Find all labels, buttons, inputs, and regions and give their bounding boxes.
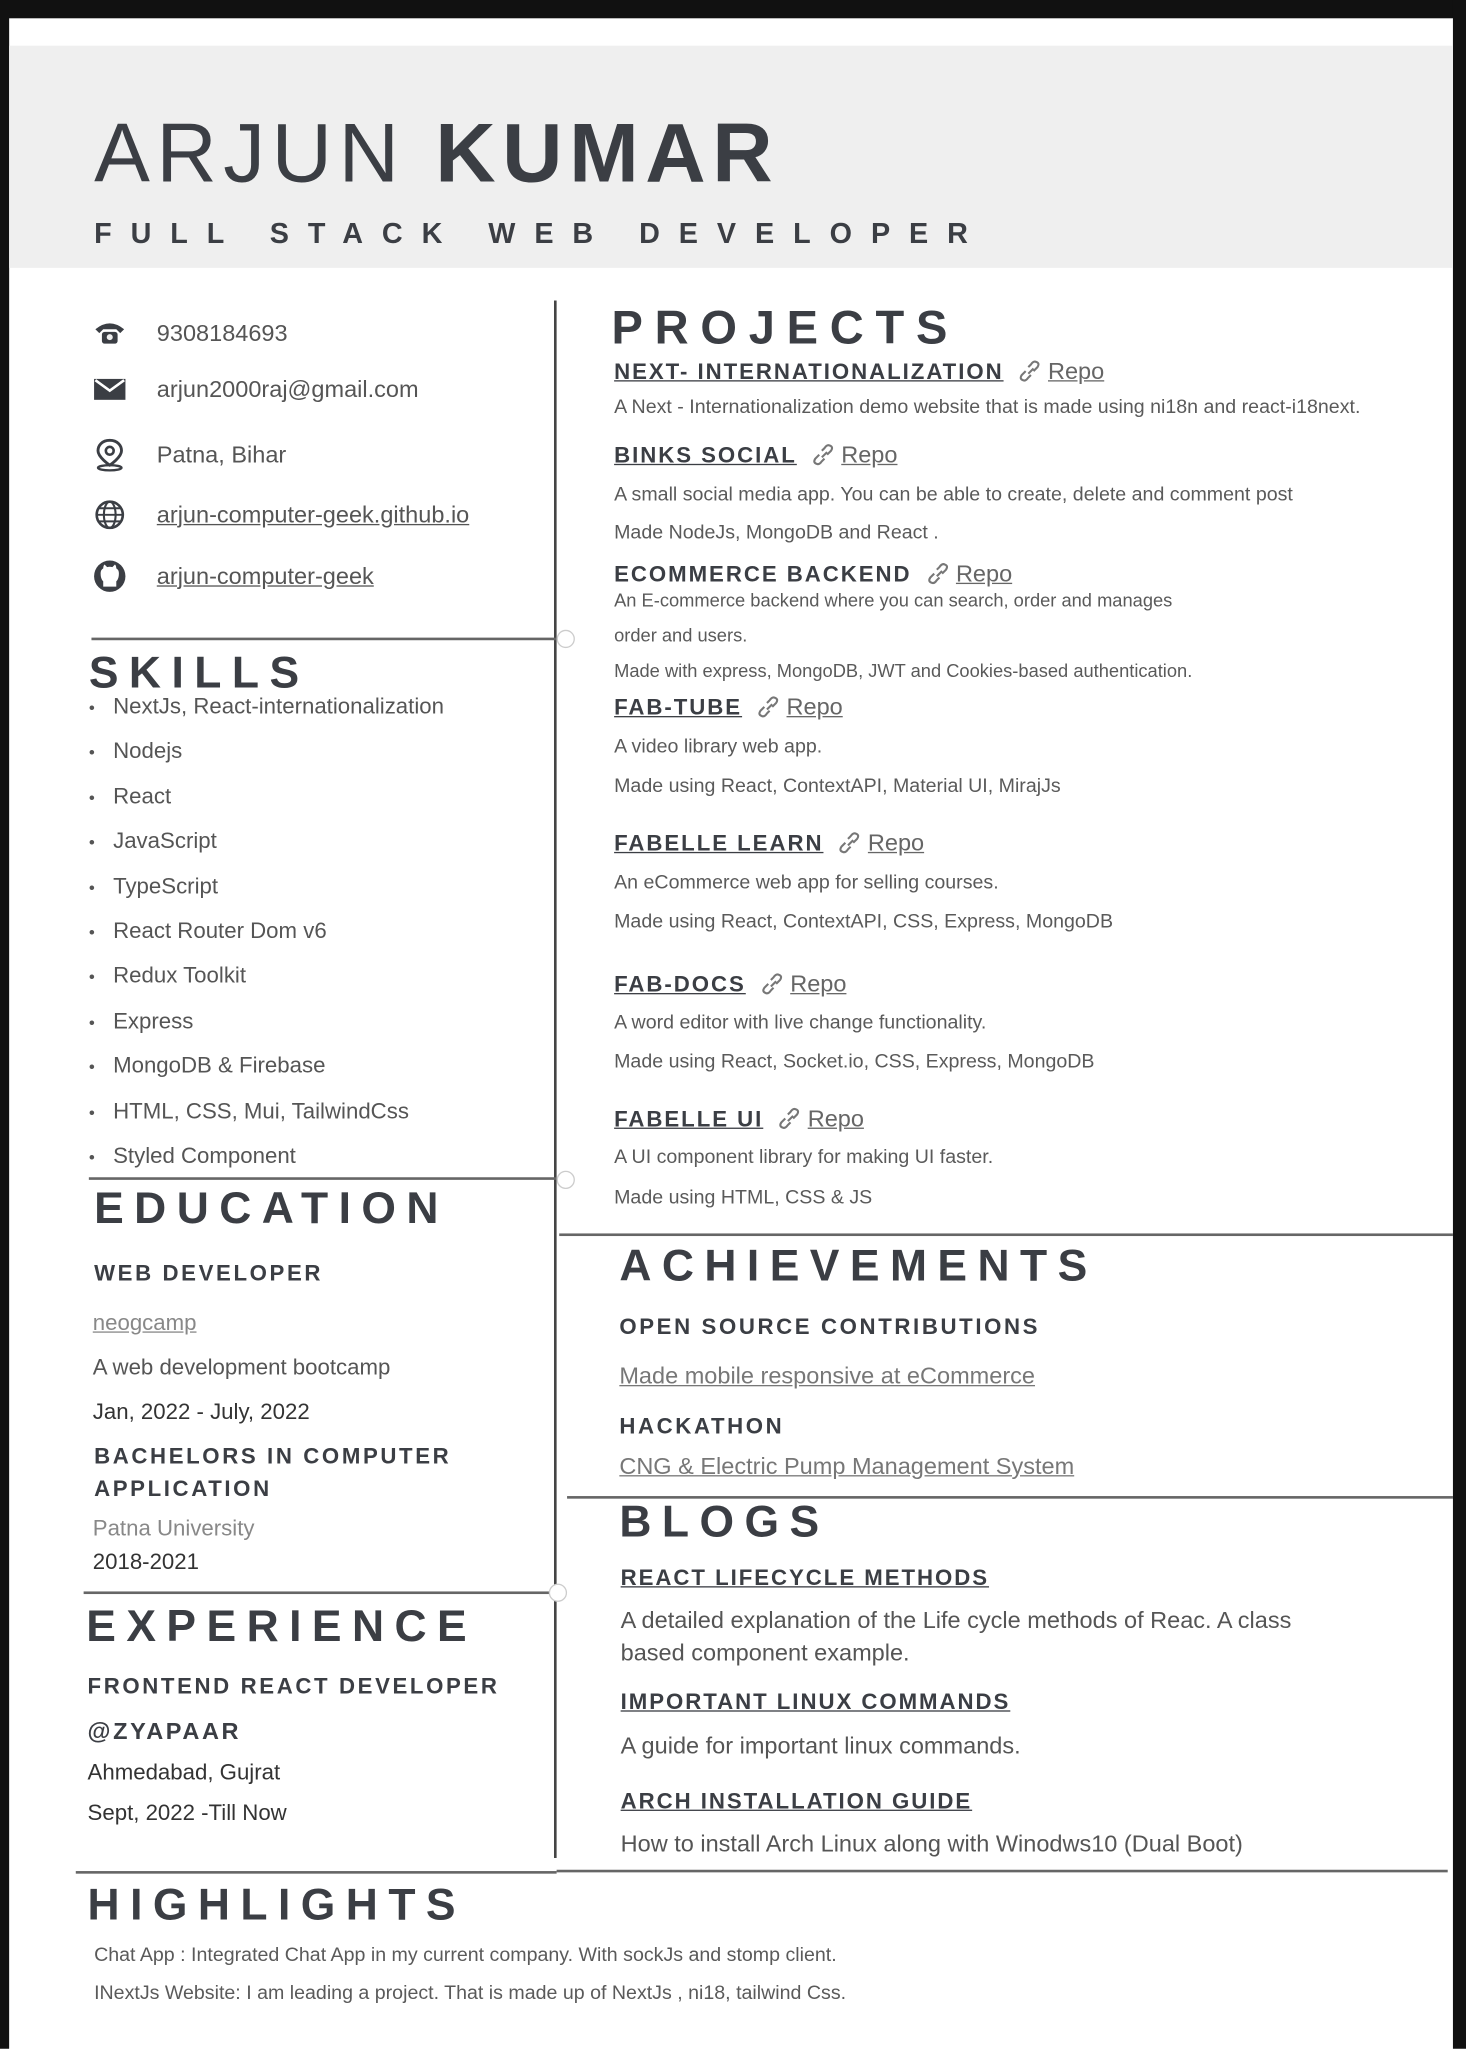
phone-number: 9308184693 xyxy=(156,319,288,346)
project-header xyxy=(614,442,897,469)
highlight-item: INextJs Website: I am leading a project. That is made up of NextJs , ni18, tailwind Css. xyxy=(94,1982,847,2005)
project-title: NEXT- INTERNATIONALIZATION xyxy=(614,359,1004,385)
divider-knob xyxy=(557,630,575,648)
highlight-item: Chat App : Integrated Chat App in my current company. With sockJs and stomp client. xyxy=(94,1944,837,1967)
email-link[interactable]: arjun2000raj@gmail.com xyxy=(156,375,419,402)
repo-label: Repo xyxy=(955,560,1013,587)
achievements-heading: ACHIEVEMENTS xyxy=(619,1241,1098,1291)
experience-role: FRONTEND REACT DEVELOPER xyxy=(87,1673,500,1699)
education-degree: APPLICATION xyxy=(94,1476,272,1502)
project-title: ECOMMERCE BACKEND xyxy=(614,561,912,587)
skill-item: • React Router Dom v6 xyxy=(89,919,327,945)
skill-item: • Styled Component xyxy=(89,1143,296,1169)
section-divider xyxy=(557,1870,1448,1873)
repo-label: Repo xyxy=(786,693,843,720)
frame-border xyxy=(0,0,9,2049)
repo-label: Repo xyxy=(790,970,847,997)
project-description: Made with express, MongoDB, JWT and Cookies-based authentication. xyxy=(614,659,1193,681)
location-text: Patna, Bihar xyxy=(156,440,287,468)
section-divider xyxy=(84,1591,557,1594)
education-dates: 2018-2021 xyxy=(92,1549,200,1575)
repo-label: Repo xyxy=(1047,358,1105,385)
project-description: A small social media app. You can be able to create, delete and comment post xyxy=(614,483,1293,506)
skill-item: • JavaScript xyxy=(89,829,217,855)
mail-icon xyxy=(91,374,128,405)
project-description: A Next - Internationalization demo website that is made using ni18n and react-i18next. xyxy=(614,395,1361,419)
project-header xyxy=(614,971,846,998)
project-description: A UI component library for making UI faster. xyxy=(614,1145,994,1169)
project-title: FAB-DOCS xyxy=(614,972,746,997)
last-name: KUMAR xyxy=(435,105,780,200)
repo-label: Repo xyxy=(807,1105,864,1132)
skill-item: • HTML, CSS, Mui, TailwindCss xyxy=(89,1098,409,1124)
repo-link[interactable] xyxy=(837,830,925,856)
project-title: BINKS SOCIAL xyxy=(614,442,797,468)
section-divider xyxy=(76,1871,557,1874)
project-description: Made NodeJs, MongoDB and React . xyxy=(614,521,939,544)
frame-border xyxy=(1453,0,1466,2049)
project-description: Made using React, ContextAPI, CSS, Express, MongoDB xyxy=(614,910,1114,933)
project-description: An E-commerce backend where you can search, order and manages xyxy=(614,589,1173,611)
divider-knob xyxy=(549,1584,567,1602)
blog-title-link[interactable]: IMPORTANT LINUX COMMANDS xyxy=(620,1689,1011,1715)
education-heading: EDUCATION xyxy=(94,1183,449,1234)
contact-website xyxy=(91,499,469,530)
education-description: A web development bootcamp xyxy=(92,1354,391,1380)
repo-link[interactable] xyxy=(925,561,1013,587)
repo-label: Repo xyxy=(841,441,898,468)
skill-item: • MongoDB & Firebase xyxy=(89,1053,326,1079)
blog-description: How to install Arch Linux along with Winodws10 (Dual Boot) xyxy=(620,1830,1243,1857)
project-header xyxy=(614,358,1104,385)
experience-dates: Sept, 2022 -Till Now xyxy=(87,1800,287,1826)
skill-item: • Nodejs xyxy=(89,739,182,765)
achievement-heading: HACKATHON xyxy=(619,1413,785,1439)
contact-github xyxy=(91,561,373,592)
repo-link[interactable] xyxy=(755,694,843,720)
project-title: FABELLE LEARN xyxy=(614,830,824,856)
first-name: ARJUN xyxy=(94,105,406,200)
project-title: FAB-TUBE xyxy=(614,695,743,720)
repo-link[interactable] xyxy=(1017,358,1105,384)
skill-item: • NextJs, React-internationalization xyxy=(89,694,444,720)
github-icon xyxy=(91,561,128,592)
section-divider xyxy=(91,638,556,641)
blog-description: A detailed explanation of the Life cycle methods of Reac. A class based component example. xyxy=(620,1607,1292,1666)
skill-item: • Express xyxy=(89,1008,194,1034)
link-icon xyxy=(776,1105,807,1131)
skill-item: • Redux Toolkit xyxy=(89,963,246,989)
projects-heading: PROJECTS xyxy=(611,300,960,355)
project-description: order and users. xyxy=(614,624,748,646)
section-divider xyxy=(89,1177,557,1180)
column-divider xyxy=(554,301,557,1858)
skills-heading: SKILLS xyxy=(88,648,310,698)
section-divider xyxy=(559,1233,1453,1236)
skill-item: • React xyxy=(89,784,171,810)
globe-icon xyxy=(91,499,128,530)
github-link[interactable]: arjun-computer-geek xyxy=(156,562,374,589)
project-header xyxy=(614,830,924,857)
frame-border xyxy=(0,0,1466,18)
project-description: Made using React, Socket.io, CSS, Express, MongoDB xyxy=(614,1050,1095,1073)
blog-title-link[interactable]: REACT LIFECYCLE METHODS xyxy=(620,1565,990,1591)
education-school-link[interactable]: neogcamp xyxy=(92,1310,197,1336)
project-header xyxy=(614,1105,864,1132)
repo-link[interactable] xyxy=(810,442,898,468)
link-icon xyxy=(755,694,786,720)
divider-knob xyxy=(557,1171,575,1189)
job-title: FULL STACK WEB DEVELOPER xyxy=(94,216,987,250)
link-icon xyxy=(810,442,841,468)
achievement-heading: OPEN SOURCE CONTRIBUTIONS xyxy=(619,1314,1041,1340)
education-dates: Jan, 2022 - July, 2022 xyxy=(92,1399,310,1425)
phone-icon xyxy=(91,318,128,349)
project-description: Made using React, ContextAPI, Material UI, MirajJs xyxy=(614,774,1061,798)
highlights-heading: HIGHLIGHTS xyxy=(87,1880,467,1930)
blogs-heading: BLOGS xyxy=(619,1497,830,1548)
link-icon xyxy=(925,561,956,587)
project-title: FABELLE UI xyxy=(614,1106,764,1132)
website-link[interactable]: arjun-computer-geek.github.io xyxy=(156,501,470,528)
experience-company: @ZYAPAAR xyxy=(87,1718,242,1745)
project-description: A word editor with live change functionality. xyxy=(614,1011,987,1034)
project-header xyxy=(614,561,1012,588)
link-icon xyxy=(1017,358,1048,384)
project-header xyxy=(614,694,843,721)
education-degree: WEB DEVELOPER xyxy=(94,1260,324,1286)
education-school: Patna University xyxy=(92,1515,255,1541)
project-description: Made using HTML, CSS & JS xyxy=(614,1186,873,1209)
blog-description: A guide for important linux commands. xyxy=(620,1732,1021,1759)
contact-phone xyxy=(91,318,287,349)
skill-item: • TypeScript xyxy=(89,874,218,900)
link-icon xyxy=(759,971,790,997)
repo-link[interactable] xyxy=(759,971,847,997)
project-description: A video library web app. xyxy=(614,735,823,758)
achievement-link[interactable]: Made mobile responsive at eCommerce xyxy=(619,1362,1036,1389)
link-icon xyxy=(837,830,868,856)
achievement-link[interactable]: CNG & Electric Pump Management System xyxy=(619,1452,1075,1480)
experience-heading: EXPERIENCE xyxy=(86,1601,478,1652)
contact-location xyxy=(91,439,286,470)
experience-location: Ahmedabad, Gujrat xyxy=(87,1759,281,1785)
full-name xyxy=(94,105,779,202)
repo-link[interactable] xyxy=(776,1105,864,1131)
blog-title-link[interactable]: ARCH INSTALLATION GUIDE xyxy=(620,1788,973,1814)
contact-email xyxy=(91,374,418,405)
education-degree: BACHELORS IN COMPUTER xyxy=(94,1443,452,1469)
repo-label: Repo xyxy=(867,829,925,856)
project-description: An eCommerce web app for selling courses. xyxy=(614,871,999,894)
location-pin-icon xyxy=(91,439,128,470)
